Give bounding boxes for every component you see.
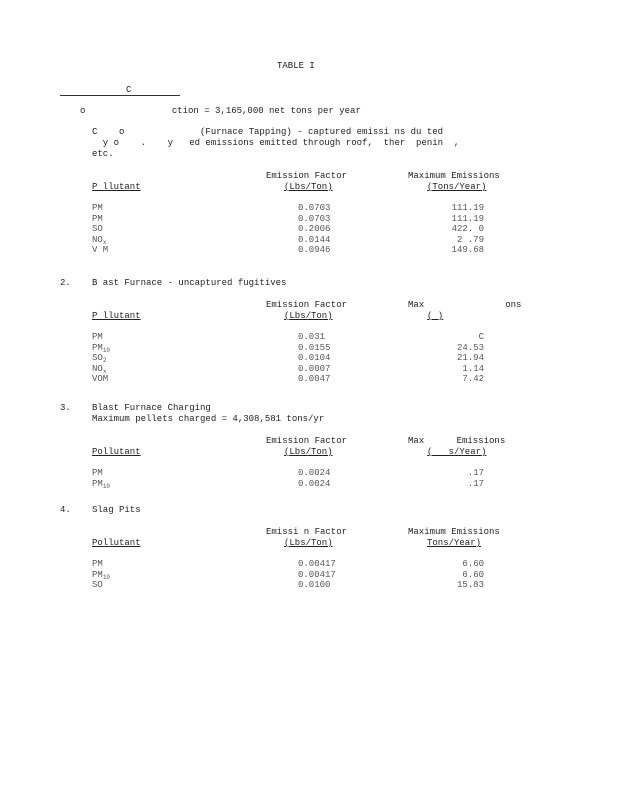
- row-pollutant: [92, 580, 103, 590]
- row-pollutant: [92, 214, 103, 224]
- row-pollutant: [92, 479, 110, 489]
- pollutant-name: PM: [92, 569, 103, 580]
- pollutant-name: NO: [92, 234, 103, 245]
- section-number: 2.: [60, 278, 71, 288]
- header-max-units: (Tons/Year): [427, 182, 487, 192]
- pollutant-name: PM: [92, 203, 103, 213]
- row-max: 111.19: [451, 213, 484, 224]
- header-max: Maximum Emissions: [408, 527, 500, 537]
- page-title: TABLE I: [277, 61, 315, 71]
- header-max: Maximum Emissions: [408, 171, 500, 181]
- page-subtitle: C: [60, 85, 180, 96]
- pollutant-name: PM: [92, 559, 103, 569]
- row-pollutant: [92, 203, 103, 213]
- header-max-units: Tons/Year): [427, 538, 482, 548]
- row-pollutant: [92, 343, 110, 353]
- row-max: .17: [467, 478, 484, 489]
- section-heading-line: etc.: [92, 149, 114, 159]
- header-factor-units: (Lbs/Ton): [284, 447, 333, 457]
- pollutant-name: PM: [92, 342, 103, 353]
- row-max: 6.60: [462, 559, 484, 569]
- row-max: 21.94: [456, 353, 484, 363]
- pollutant-name: NO: [92, 363, 103, 374]
- pollutant-subscript: x: [102, 238, 107, 246]
- pollutant-name: PM: [92, 478, 103, 489]
- row-factor: 0.0144: [298, 234, 331, 245]
- row-factor: 0.0024: [298, 468, 331, 478]
- row-factor: 0.0703: [298, 213, 331, 224]
- row-factor: 0.0100: [298, 580, 331, 590]
- pollutant-name: PM: [92, 332, 103, 342]
- header-max: Max Emissions: [408, 436, 506, 446]
- row-max: 7.42: [462, 374, 484, 384]
- row-max: 422. 0: [451, 224, 484, 234]
- section-number: 3.: [60, 403, 71, 413]
- pollutant-name: SO: [92, 580, 103, 590]
- row-factor: 0.0946: [298, 245, 331, 255]
- row-pollutant: [92, 332, 103, 342]
- row-factor: 0.031: [298, 332, 326, 342]
- row-pollutant: [92, 374, 108, 384]
- section-heading-line: B ast Furnace - uncaptured fugitives: [92, 278, 287, 288]
- header-factor: Emissi n Factor: [266, 527, 348, 537]
- pollutant-name: SO: [92, 353, 103, 363]
- header-factor: Emission Factor: [266, 300, 348, 310]
- pollutant-name: SO: [92, 224, 103, 234]
- section-number: 4.: [60, 505, 71, 515]
- header-pollutant: P llutant: [92, 182, 141, 192]
- row-max: .17: [467, 468, 484, 478]
- header-factor: Emission Factor: [266, 171, 348, 181]
- header-pollutant: Pollutant: [92, 538, 141, 548]
- row-max: 111.19: [451, 203, 484, 213]
- header-max: Max ons: [408, 300, 522, 310]
- row-factor: 0.0007: [298, 363, 331, 374]
- section-heading-line: y o . y ed emissions emitted through roof, ther penin ,: [92, 138, 460, 148]
- row-pollutant: [92, 364, 106, 374]
- row-max: 1.14: [462, 363, 484, 374]
- row-factor: 0.0047: [298, 374, 331, 384]
- row-factor: 0.0155: [298, 342, 331, 353]
- pollutant-subscript: 2: [102, 357, 107, 364]
- row-pollutant: [92, 559, 103, 569]
- section-heading-line: C o (Furnace Tapping) - captured emissi ns du ted: [92, 127, 444, 137]
- pollutant-subscript: x: [102, 367, 107, 375]
- pollutant-name: V M: [92, 245, 109, 255]
- section-heading-line: Blast Furnace Charging: [92, 403, 211, 413]
- row-max: 149.68: [451, 245, 484, 255]
- row-factor: 0.2006: [298, 224, 331, 234]
- production-line: o ction = 3,165,000 net tons per year: [80, 106, 361, 116]
- row-max: 2 .79: [456, 234, 484, 245]
- header-factor-units: (Lbs/Ton): [284, 182, 333, 192]
- row-factor: 0.0024: [298, 478, 331, 489]
- header-pollutant: Pollutant: [92, 447, 141, 457]
- header-max-units: ( ): [427, 311, 444, 321]
- row-factor: 0.0703: [298, 203, 331, 213]
- header-max-units: ( s/Year): [427, 447, 487, 457]
- row-factor: 0.0104: [298, 353, 331, 363]
- row-pollutant: [92, 224, 103, 234]
- row-max: 15.83: [456, 580, 484, 590]
- pollutant-name: PM: [92, 213, 103, 224]
- row-max: C: [478, 332, 484, 342]
- row-max: 24.53: [456, 342, 484, 353]
- section-heading-line: Slag Pits: [92, 505, 141, 515]
- row-factor: 0.00417: [298, 559, 336, 569]
- pollutant-name: PM: [92, 468, 103, 478]
- row-pollutant: [92, 468, 103, 478]
- row-pollutant: [92, 570, 110, 580]
- row-max: 6.60: [462, 569, 484, 580]
- header-factor-units: (Lbs/Ton): [284, 538, 333, 548]
- row-pollutant: [92, 235, 106, 245]
- row-factor: 0.00417: [298, 569, 336, 580]
- row-pollutant: [92, 245, 108, 255]
- pollutant-name: VOM: [92, 374, 109, 384]
- pollutant-subscript: 10: [102, 573, 111, 581]
- header-pollutant: P llutant: [92, 311, 141, 321]
- section-heading-line: Maximum pellets charged = 4,308,581 tons/yr: [92, 414, 325, 424]
- header-factor-units: (Lbs/Ton): [284, 311, 333, 321]
- row-pollutant: [92, 353, 106, 363]
- pollutant-subscript: 10: [102, 482, 111, 490]
- pollutant-subscript: 10: [102, 346, 111, 354]
- header-factor: Emission Factor: [266, 436, 348, 446]
